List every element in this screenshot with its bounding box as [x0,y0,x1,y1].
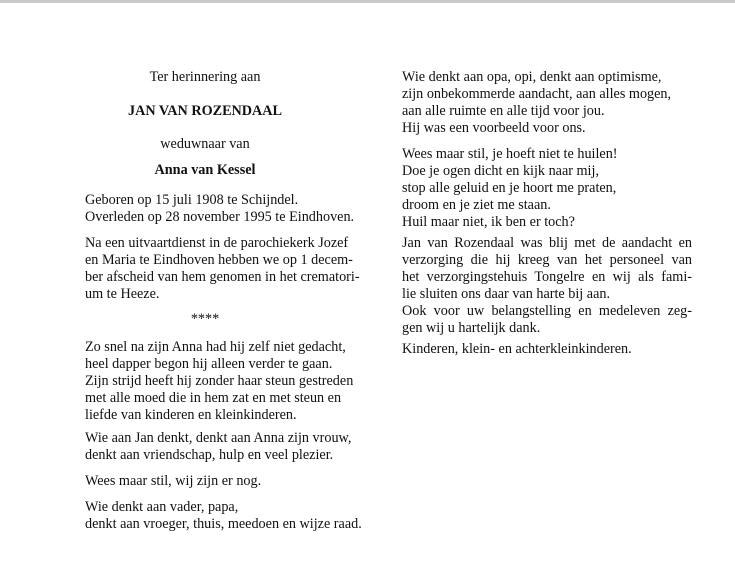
spouse-name: Anna van Kessel [154,162,256,178]
death-line: Overleden op 28 november 1995 te Eindhoven. [85,209,355,225]
intro-text: Ter herinnering aan [149,69,261,85]
text-line: Kinderen, klein- en achterkleinkinderen. [402,341,632,357]
text-line: Doe je ogen dicht en kijk naar mij, [402,163,599,179]
text-line: Wie aan Jan denkt, denkt aan Anna zijn vrouw, [85,430,352,446]
text-line: Wees maar stil, wij zijn er nog. [85,473,262,489]
text-line: denkt aan vriendschap, hulp en veel plezier. [85,447,334,463]
text-line: zijn onbekommerde aandacht, aan alles mogen, [402,86,672,102]
text-line: aan alle ruimte en alle tijd voor jou. [402,103,605,119]
relation-text: weduwnaar van [160,136,250,152]
thanks-paragraph [402,235,692,337]
poem-paragraph-1 [85,339,354,424]
text-line: Wie denkt aan vader, papa, [85,499,239,515]
text-line: heel dapper begon hij alleen verder te gaan. [85,356,333,372]
text-line: verzorging die hij kreeg van het personeel van [402,252,692,268]
text-line: ber afscheid van hem genomen in het crematori- [85,269,360,285]
separator: **** [190,311,220,327]
text-line: met alle moed die in hem zat en met steun en [85,390,342,406]
signature-paragraph [402,341,692,358]
text-line: um te Heeze. [85,286,160,302]
text-line: Wie denkt aan opa, opi, denkt aan optimisme, [402,69,662,85]
text-line: gen wij u hartelijk dank. [402,320,541,336]
text-line: Zijn strijd heeft hij zonder haar steun gestreden [85,373,354,389]
text-line: Zo snel na zijn Anna had hij zelf niet gedacht, [85,339,346,355]
text-line: stop alle geluid en je hoort me praten, [402,180,617,196]
text-line: Ook voor uw belangstelling en medeleven zeg- [402,303,692,319]
poem-paragraph-3 [85,473,325,490]
poem-paragraph-6 [402,146,692,231]
deceased-name: JAN VAN ROZENDAAL [128,103,282,119]
text-line: Hij was een voorbeeld voor ons. [402,120,586,136]
memorial-card [0,3,735,577]
text-line: lie sluiten ons daar van harte bij aan. [402,286,611,302]
text-line: denkt aan vroeger, thuis, meedoen en wijze raad. [85,516,362,532]
text-line: Wees maar stil, je hoeft niet te huilen! [402,146,618,162]
birth-line: Geboren op 15 juli 1908 te Schijndel. [85,192,299,208]
poem-paragraph-5 [402,69,692,137]
poem-paragraph-4 [85,499,362,533]
text-line: Jan van Rozendaal was blij met de aandacht en [402,235,692,251]
text-line: droom en je ziet me staan. [402,197,551,213]
dates-block [85,192,355,226]
text-line: Huil maar niet, ik ben er toch? [402,214,575,230]
service-paragraph [85,235,360,303]
poem-paragraph-2 [85,430,352,464]
text-line: en Maria te Eindhoven hebben we op 1 decem- [85,252,353,268]
text-line: liefde van kinderen en kleinkinderen. [85,407,297,423]
text-line: Na een uitvaartdienst in de parochiekerk Jozef [85,235,349,251]
text-line: het verzorgingstehuis Tongelre en wij als fami- [402,269,692,285]
